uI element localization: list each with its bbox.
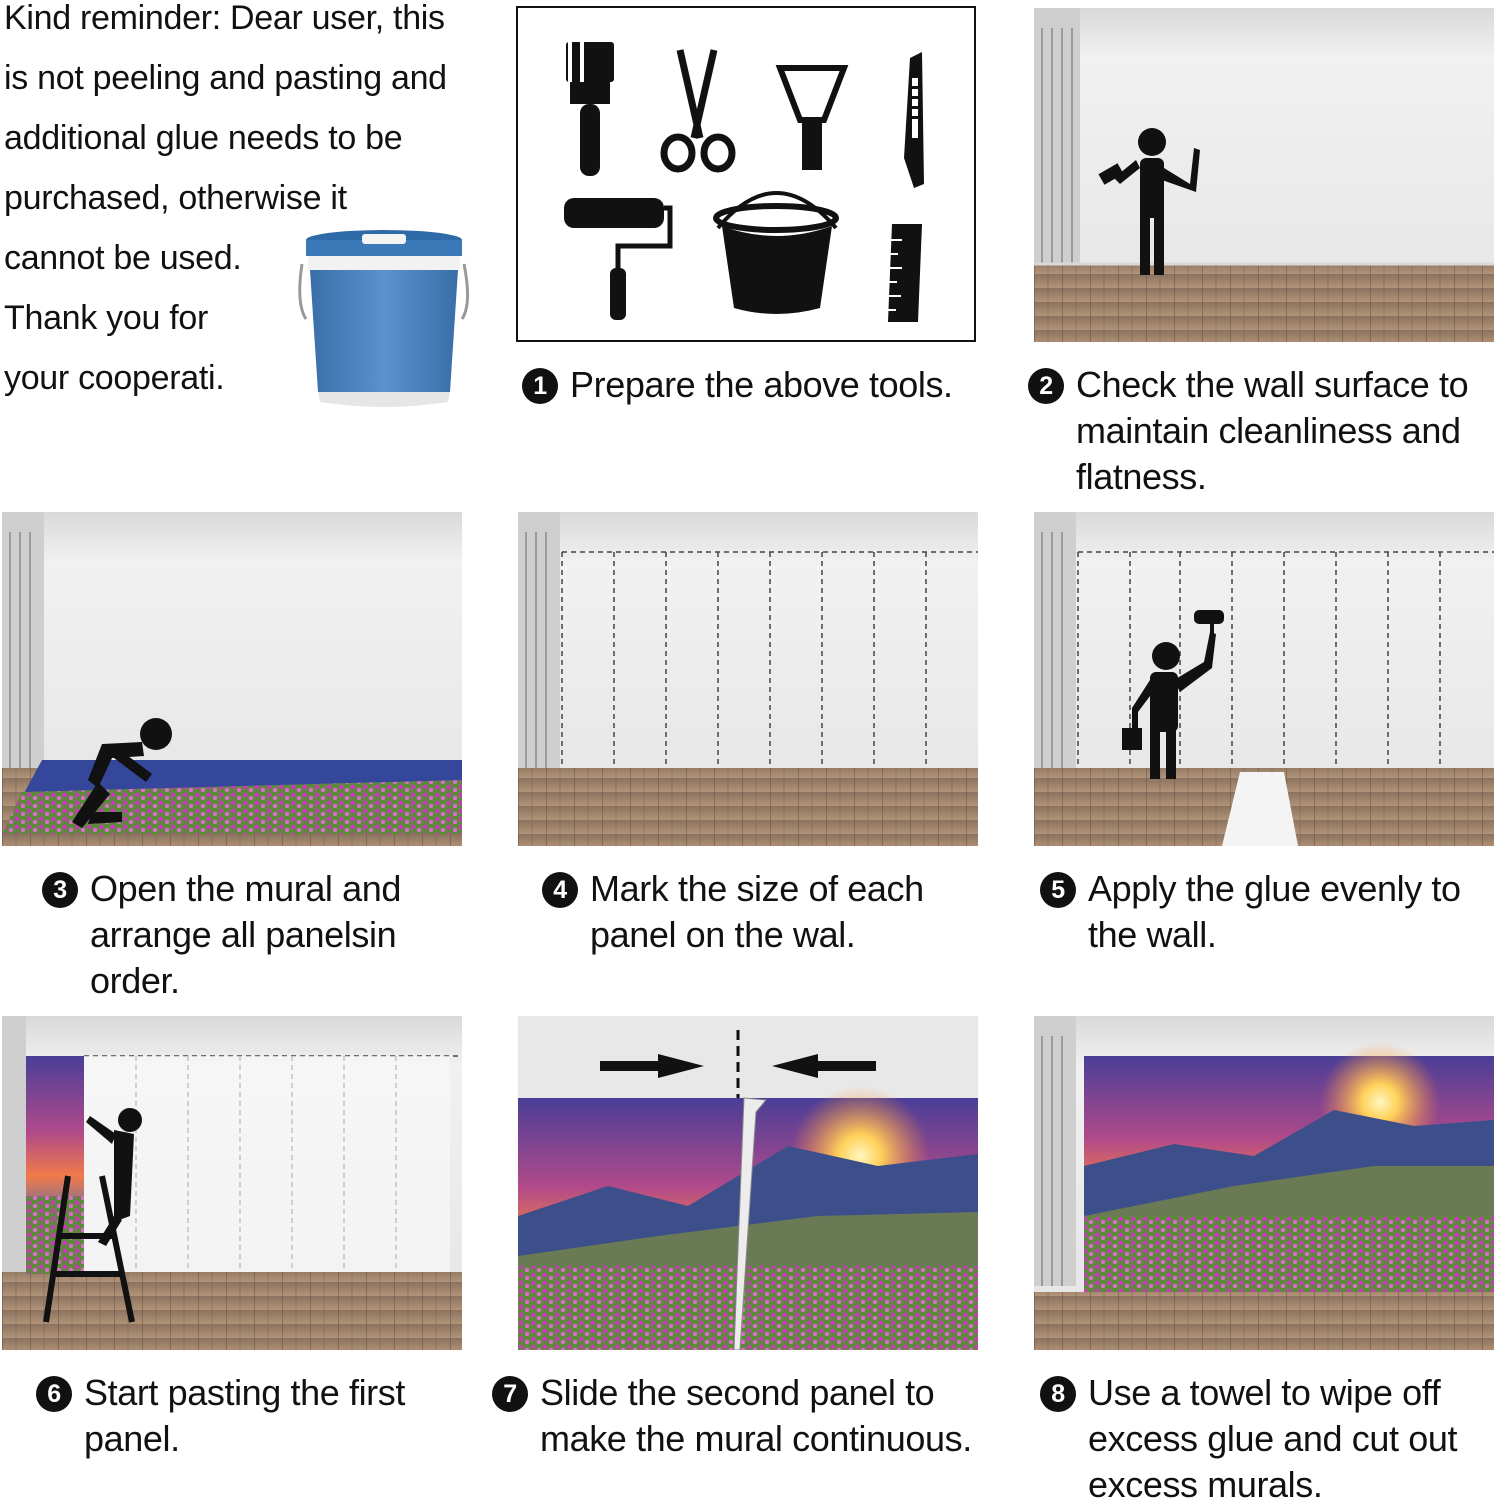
glue-bucket-icon	[296, 224, 472, 414]
step-2-image	[1034, 8, 1494, 342]
caption-line: make the mural continuous.	[540, 1418, 972, 1459]
step-3-image	[2, 512, 462, 846]
caption-line: Open the mural and	[90, 868, 401, 909]
reminder-line: purchased, otherwise it	[4, 179, 347, 217]
caption-line: Use a towel to wipe off	[1088, 1372, 1441, 1413]
reminder-line: Thank you for	[4, 299, 208, 337]
step-8-image	[1034, 1016, 1494, 1350]
caption-line: panel on the wal.	[590, 914, 856, 955]
caption-line: order.	[90, 960, 180, 1001]
caption-line: excess glue and cut out	[1088, 1418, 1458, 1459]
scissors-icon	[664, 50, 732, 169]
caption-line: excess murals.	[1088, 1464, 1323, 1505]
caption-line: Check the wall surface to	[1076, 364, 1469, 405]
reminder-line: Kind reminder: Dear user, this	[4, 0, 445, 37]
step-6-image	[2, 1016, 462, 1350]
utility-knife-icon	[904, 52, 924, 188]
step-5-image	[1034, 512, 1494, 846]
step-number-badge: 2	[1028, 368, 1064, 404]
caption-line: Slide the second panel to	[540, 1372, 935, 1413]
reminder-line: your cooperati.	[4, 359, 225, 397]
caption-line: the wall.	[1088, 914, 1217, 955]
caption-line: flatness.	[1076, 456, 1207, 497]
caption-line: arrange all panelsin	[90, 914, 397, 955]
caption-line: Prepare the above tools.	[570, 364, 953, 405]
step-number-badge: 6	[36, 1376, 72, 1412]
step-number-badge: 8	[1040, 1376, 1076, 1412]
step-number-badge: 5	[1040, 872, 1076, 908]
step-number-badge: 7	[492, 1376, 528, 1412]
reminder-line: is not peeling and pasting and	[4, 59, 447, 97]
caption-line: panel.	[84, 1418, 180, 1459]
step-7-image	[518, 1016, 978, 1350]
reminder-line: additional glue needs to be	[4, 119, 403, 157]
step-4-image	[518, 512, 978, 846]
step-number-badge: 3	[42, 872, 78, 908]
caption-line: Start pasting the first	[84, 1372, 405, 1413]
caption-line: maintain cleanliness and	[1076, 410, 1461, 451]
ruler-icon	[888, 224, 922, 322]
step-number-badge: 4	[542, 872, 578, 908]
paint-roller-icon	[564, 198, 670, 320]
step-2-caption	[1028, 362, 1496, 502]
tools-panel	[516, 6, 976, 342]
bucket-icon	[716, 193, 836, 314]
step-number-badge: 1	[522, 368, 558, 404]
scraper-icon	[780, 68, 844, 170]
caption-line: Apply the glue evenly to	[1088, 868, 1461, 909]
reminder-line: cannot be used.	[4, 239, 242, 277]
caption-line: Mark the size of each	[590, 868, 924, 909]
paint-brush-icon	[566, 42, 614, 176]
